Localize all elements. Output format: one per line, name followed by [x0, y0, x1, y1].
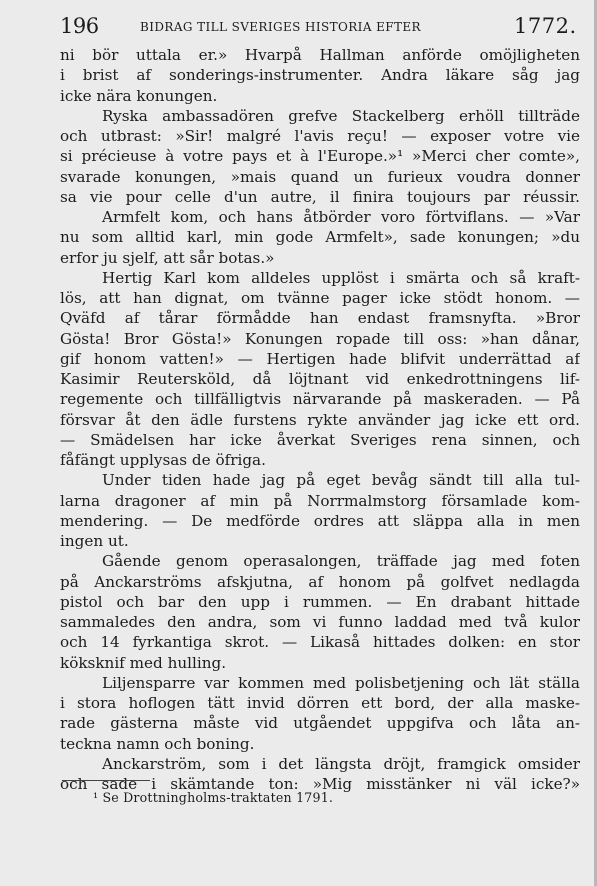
text-line: ingen ut. — [60, 532, 129, 550]
footnote-divider — [62, 780, 150, 781]
text-line: pistol och bar den upp i rummen. — En drabant hittade — [60, 592, 580, 611]
running-title: BIDRAG TILL SVERIGES HISTORIA EFTER — [140, 20, 421, 34]
text-line: nu som alltid karl, min gode Armfelt», sade konungen; »du — [60, 228, 580, 247]
text-line: Qväfd af tårar förmådde han endast framsnyfta. »Bror — [60, 309, 580, 328]
text-line: fåfängt upplysas de öfriga. — [60, 451, 266, 469]
text-line: regemente och tillfälligtvis närvarande på maskeraden. — På — [60, 390, 580, 409]
text-line: sa vie pour celle d'un autre, il finira toujours par réussir. — [60, 187, 580, 206]
text-line: Armfelt kom, och hans åtbörder voro förtviflans. — »Var — [102, 208, 580, 226]
text-line: Ryska ambassadören grefve Stackelberg erhöll tillträde — [102, 106, 580, 125]
text-line: Gösta! Bror Gösta!» Konungen ropade till oss: »han dånar, — [60, 329, 580, 348]
text-line: Hertig Karl kom alldeles upplöst i smärta och så kraft- — [102, 268, 580, 287]
text-line: sammaledes den andra, som vi funno laddad med två kulor — [60, 613, 580, 631]
text-line: mendering. — De medförde ordres att släppa alla in men — [60, 511, 580, 530]
text-line: ni bör uttala er.» Hvarpå Hallman anförde omöjligheten — [60, 46, 580, 64]
text-line: och utbrast: »Sir! malgré l'avis reçu! — exposer votre vie — [60, 127, 580, 145]
footnote: ¹ Se Drottningholms-traktaten 1791. — [93, 790, 334, 805]
text-line: teckna namn och boning. — [60, 734, 255, 753]
text-line: icke nära konungen. — [60, 86, 218, 105]
text-line: rade gästerna måste vid utgåendet uppgifva och låta an- — [60, 714, 580, 733]
text-line: lös, att han dignat, om tvänne pager icke stödt honom. — — [60, 289, 580, 307]
text-line: svarade konungen, »mais quand un furieux voudra donner — [60, 167, 580, 186]
page-header — [60, 14, 580, 42]
text-line: i stora hoflogen tätt invid dörren ett bord, der alla maske- — [60, 694, 580, 712]
text-line: Liljensparre var kommen med polisbetjening och lät ställa — [102, 673, 580, 692]
text-line: Kasimir Reutersköld, då löjtnant vid enkedrottningens lif- — [60, 370, 580, 388]
text-line: — Smädelsen har icke åverkat Sveriges rena sinnen, och — [60, 430, 580, 449]
text-line: i brist af sonderings-instrumenter. Andra läkare såg jag — [60, 66, 580, 85]
text-line: Gående genom operasalongen, träffade jag med foten — [102, 552, 580, 571]
text-line: erfor ju sjelf, att sår botas.» — [60, 248, 275, 267]
text-line: Anckarström, som i det längsta dröjt, framgick omsider — [102, 754, 580, 773]
body-text — [60, 45, 580, 794]
text-line: försvar åt den ädle furstens rykte använder jag icke ett ord. — [60, 410, 580, 429]
text-line: si précieuse à votre pays et à l'Europe.»¹ »Merci cher comte», — [60, 147, 580, 166]
header-year: 1772. — [514, 14, 577, 38]
text-line: Under tiden hade jag på eget bevåg sändt till alla tul- — [102, 471, 580, 490]
page-number: 196 — [60, 14, 99, 38]
text-line: och sade i skämtande ton: »Mig misstänker ni väl icke?» — [60, 775, 580, 793]
text-line: gif honom vatten!» — Hertigen hade blifvit underrättad af — [60, 349, 580, 368]
text-line: köksknif med hulling. — [60, 653, 227, 672]
text-line: larna dragoner af min på Norrmalmstorg församlade kom- — [60, 491, 580, 510]
text-line: på Anckarströms afskjutna, af honom på golfvet nedlagda — [60, 572, 580, 591]
text-line: och 14 fyrkantiga skrot. — Likaså hittades dolken: en stor — [60, 633, 580, 652]
